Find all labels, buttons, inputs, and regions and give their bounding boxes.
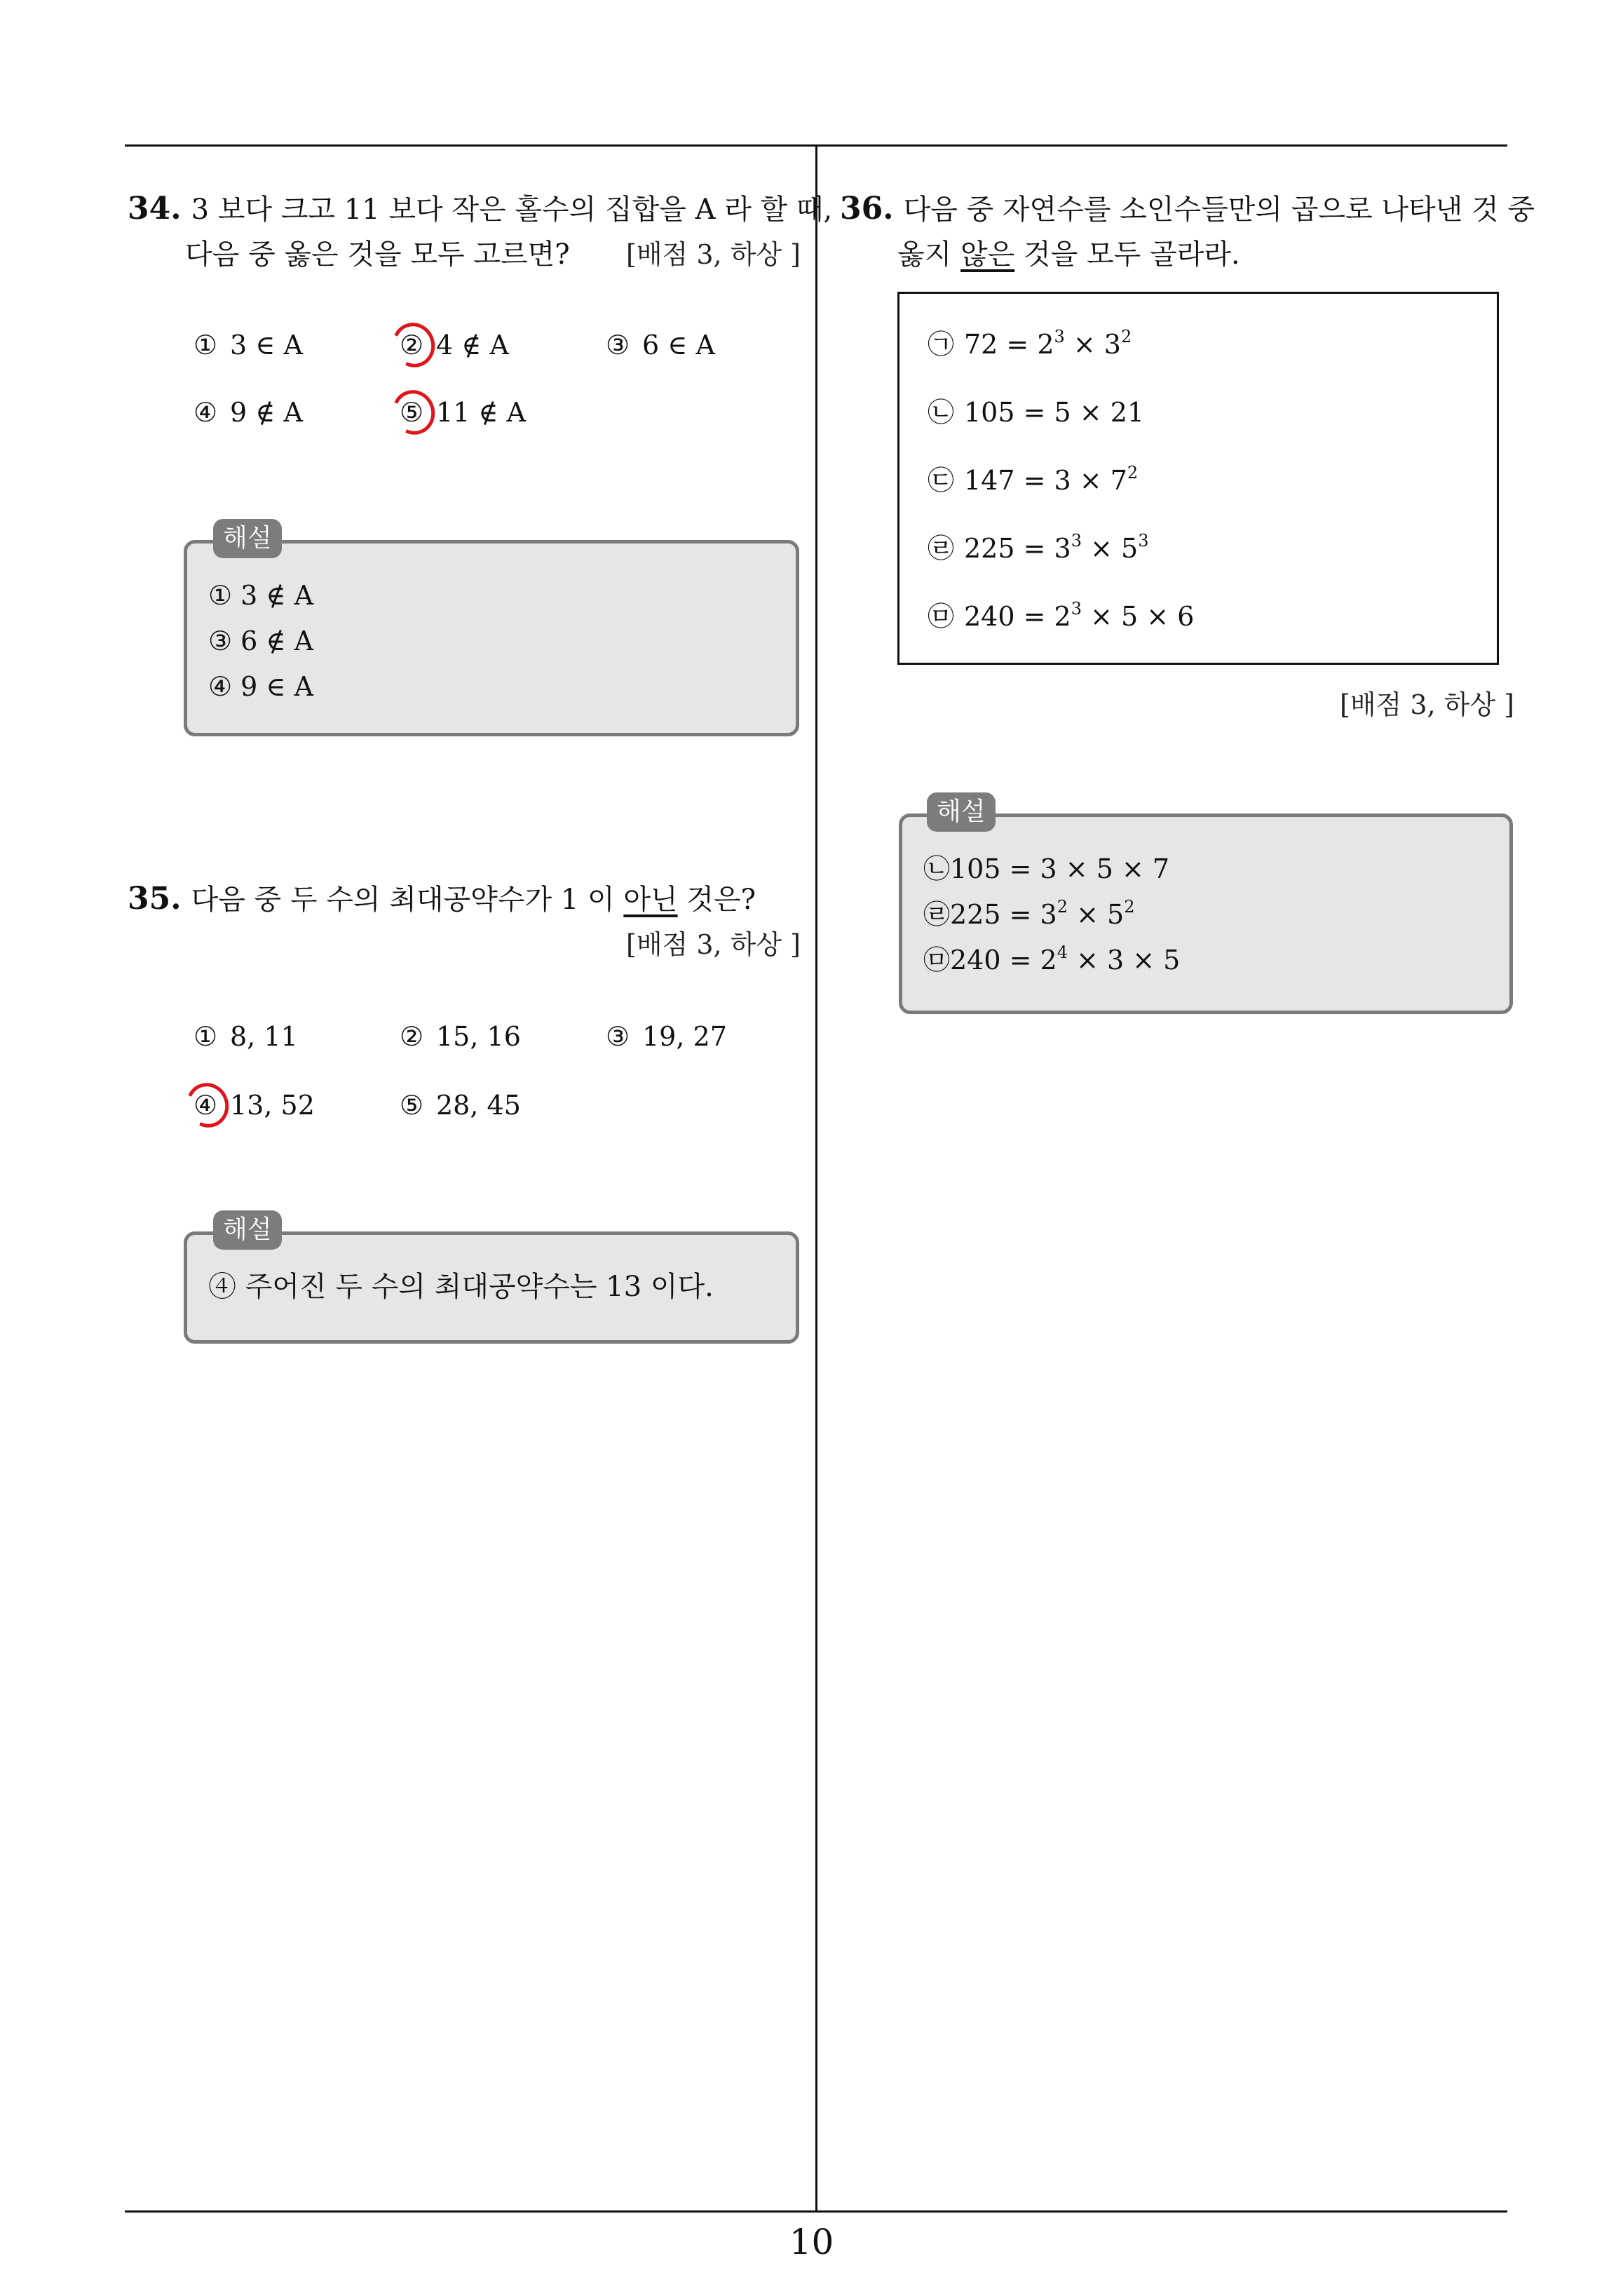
question-text-post: 것은? <box>677 884 756 916</box>
item-row: ㉤ $240 = 2^3 \times 5 \times 6$ <box>928 599 1195 632</box>
solution-line: ㉣225 = $3^2 \times 5^2$ <box>923 897 1135 930</box>
q34-solution-box <box>184 540 799 736</box>
item-row: ㉡ 105 = 5 × 21 <box>928 397 1145 428</box>
q34-choice-1[interactable]: ① 3 ∈ A <box>193 330 303 360</box>
answer-circle-mark <box>180 1077 235 1134</box>
q34-choice-2[interactable]: ② 4 ∉ A <box>400 330 509 360</box>
q35-choice-3[interactable]: ③ 19, 27 <box>606 1021 727 1052</box>
solution-line: ④ 9 ∈ A <box>208 671 314 702</box>
question-text-pre: 다음 중 두 수의 최대공약수가 1 이 <box>191 884 624 916</box>
question-number: 36. <box>840 191 894 227</box>
question-34 <box>128 187 833 277</box>
solution-line: ① 3 ∉ A <box>208 580 314 611</box>
item-row: ㉢ $147 = 3 \times 7^2$ <box>928 463 1139 496</box>
underlined-word: 않은 <box>960 238 1015 271</box>
q36-solution-box <box>899 813 1513 1014</box>
item-row: ㉠ $72 = 2^3 \times 3^2$ <box>928 327 1132 360</box>
question-text-line1: 3 보다 크고 11 보다 작은 홀수의 집합을 A 라 할 때, <box>191 194 833 226</box>
score-meta: [배점 3, 하상 ] <box>626 929 801 960</box>
solution-tab: 해설 <box>213 519 282 558</box>
bottom-rule <box>125 2210 1507 2213</box>
column-divider <box>815 144 817 2212</box>
q34-choice-4[interactable]: ④ 9 ∉ A <box>193 397 303 428</box>
question-text-line1: 다음 중 자연수를 소인수들만의 곱으로 나타낸 것 중 <box>903 194 1535 226</box>
question-number: 34. <box>128 191 182 227</box>
score-meta: [배점 3, 하상 ] <box>1340 689 1514 720</box>
underlined-word: 아닌 <box>623 884 678 916</box>
answer-circle-mark <box>386 317 441 374</box>
q34-choice-3[interactable]: ③ 6 ∈ A <box>606 330 715 360</box>
q36-items-box <box>897 292 1499 665</box>
solution-line: ③ 6 ∉ A <box>208 626 314 656</box>
solution-tab: 해설 <box>927 792 996 832</box>
question-text-post: 것을 모두 골라라. <box>1014 238 1240 271</box>
question-number: 35. <box>128 881 182 917</box>
page-number: 10 <box>789 2222 834 2262</box>
solution-line: ㉤240 = $2^4 \times 3 \times 5$ <box>923 943 1181 975</box>
q34-choice-5[interactable]: ⑤ 11 ∉ A <box>400 397 527 428</box>
answer-circle-mark <box>386 384 441 441</box>
item-row: ㉣ $225 = 3^3 \times 5^3$ <box>928 531 1149 564</box>
question-text-pre: 옳지 <box>897 238 960 271</box>
solution-line: ㉡105 = 3 × 5 × 7 <box>923 853 1170 884</box>
q35-choice-1[interactable]: ① 8, 11 <box>193 1021 298 1052</box>
score-meta: [배점 3, 하상 ] <box>626 239 801 270</box>
question-text-line2: 다음 중 옳은 것을 모두 고르면? <box>185 238 570 271</box>
question-35 <box>128 877 801 967</box>
solution-line: ④ 주어진 두 수의 최대공약수는 13 이다. <box>208 1271 714 1303</box>
question-36 <box>840 187 1535 277</box>
solution-tab: 해설 <box>213 1210 282 1250</box>
q35-choice-2[interactable]: ② 15, 16 <box>400 1021 521 1052</box>
q35-choice-5[interactable]: ⑤ 28, 45 <box>400 1090 521 1121</box>
q35-choice-4[interactable]: ④ 13, 52 <box>193 1090 315 1121</box>
